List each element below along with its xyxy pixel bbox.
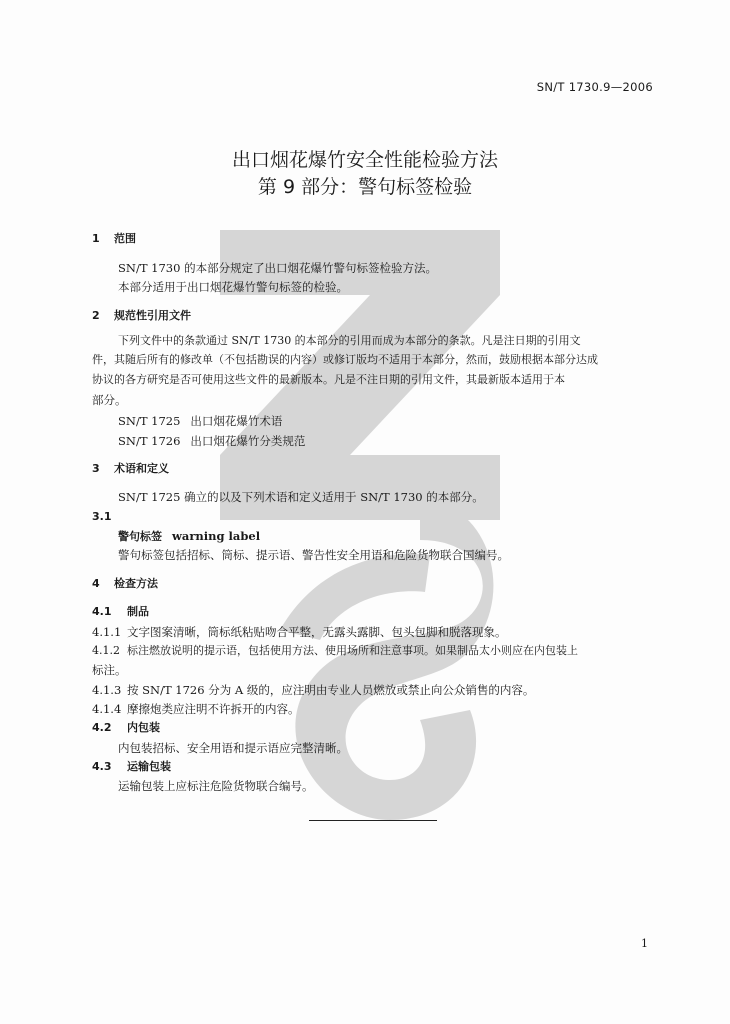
section-1-heading: 1 范围 [92, 232, 136, 245]
reference-item: SN/T 1725 出口烟花爆竹术语 [118, 414, 283, 428]
section-2-paragraph-line: 件，其随后所有的修改单（不包括勘误的内容）或修订版均不适用于本部分，然而，鼓励根据本部分达成 [92, 353, 598, 366]
subsection-4-2-heading: 4.2 内包装 [92, 721, 160, 734]
clause-item-continuation: 标注。 [92, 663, 127, 677]
subsection-4-1-heading: 4.1 制品 [92, 605, 149, 618]
term-english: warning label [172, 529, 261, 543]
term-definition: 警句标签包括招标、筒标、提示语、警告性安全用语和危险货物联合国编号。 [118, 548, 509, 562]
section-1-paragraph-2: 本部分适用于出口烟花爆竹警句标签的检验。 [118, 280, 348, 294]
end-divider [309, 820, 437, 821]
section-1-paragraph-1: SN/T 1730 的本部分规定了出口烟花爆竹警句标签检验方法。 [118, 261, 438, 275]
clause-item: 4.1.3 按 SN/T 1726 分为 A 级的，应注明由专业人员燃放或禁止向公众销售的内容。 [92, 683, 535, 697]
section-2-paragraph-line: 部分。 [92, 393, 127, 407]
standard-code: SN/T 1730.9—2006 [536, 80, 653, 94]
section-4-heading: 4 检查方法 [92, 577, 158, 590]
page-number: 1 [641, 937, 648, 950]
reference-item: SN/T 1726 出口烟花爆竹分类规范 [118, 434, 306, 448]
document-subtitle: 第 9 部分：警句标签检验 [257, 176, 473, 198]
section-3-heading: 3 术语和定义 [92, 462, 169, 475]
subsection-4-3-heading: 4.3 运输包装 [92, 760, 171, 773]
subsection-3-1-number: 3.1 [92, 510, 112, 523]
section-2-paragraph-line: 下列文件中的条款通过 SN/T 1730 的本部分的引用而成为本部分的条款。凡是注日期的引用文 [118, 334, 581, 347]
subsection-4-2-text: 内包装招标、安全用语和提示语应完整清晰。 [118, 741, 348, 755]
term-entry [118, 529, 260, 544]
clause-item: 4.1.4 摩擦炮类应注明不许拆开的内容。 [92, 702, 300, 716]
section-2-paragraph-line: 协议的各方研究是否可使用这些文件的最新版本。凡是不注日期的引用文件，其最新版本适用于本 [92, 373, 565, 386]
document-title: 出口烟花爆竹安全性能检验方法 [231, 149, 498, 171]
clause-item: 4.1.1 文字图案清晰，筒标纸粘贴吻合平整，无露头露脚、包头包脚和脱落现象。 [92, 625, 507, 639]
section-2-heading: 2 规范性引用文件 [92, 309, 191, 322]
term-chinese: 警句标签 [118, 530, 162, 543]
subsection-4-3-text: 运输包装上应标注危险货物联合编号。 [118, 779, 314, 793]
clause-item: 4.1.2 标注燃放说明的提示语，包括使用方法、使用场所和注意事项。如果制品太小则应在内包装上 [92, 644, 578, 657]
section-3-paragraph: SN/T 1725 确立的以及下列术语和定义适用于 SN/T 1730 的本部分。 [118, 490, 484, 504]
